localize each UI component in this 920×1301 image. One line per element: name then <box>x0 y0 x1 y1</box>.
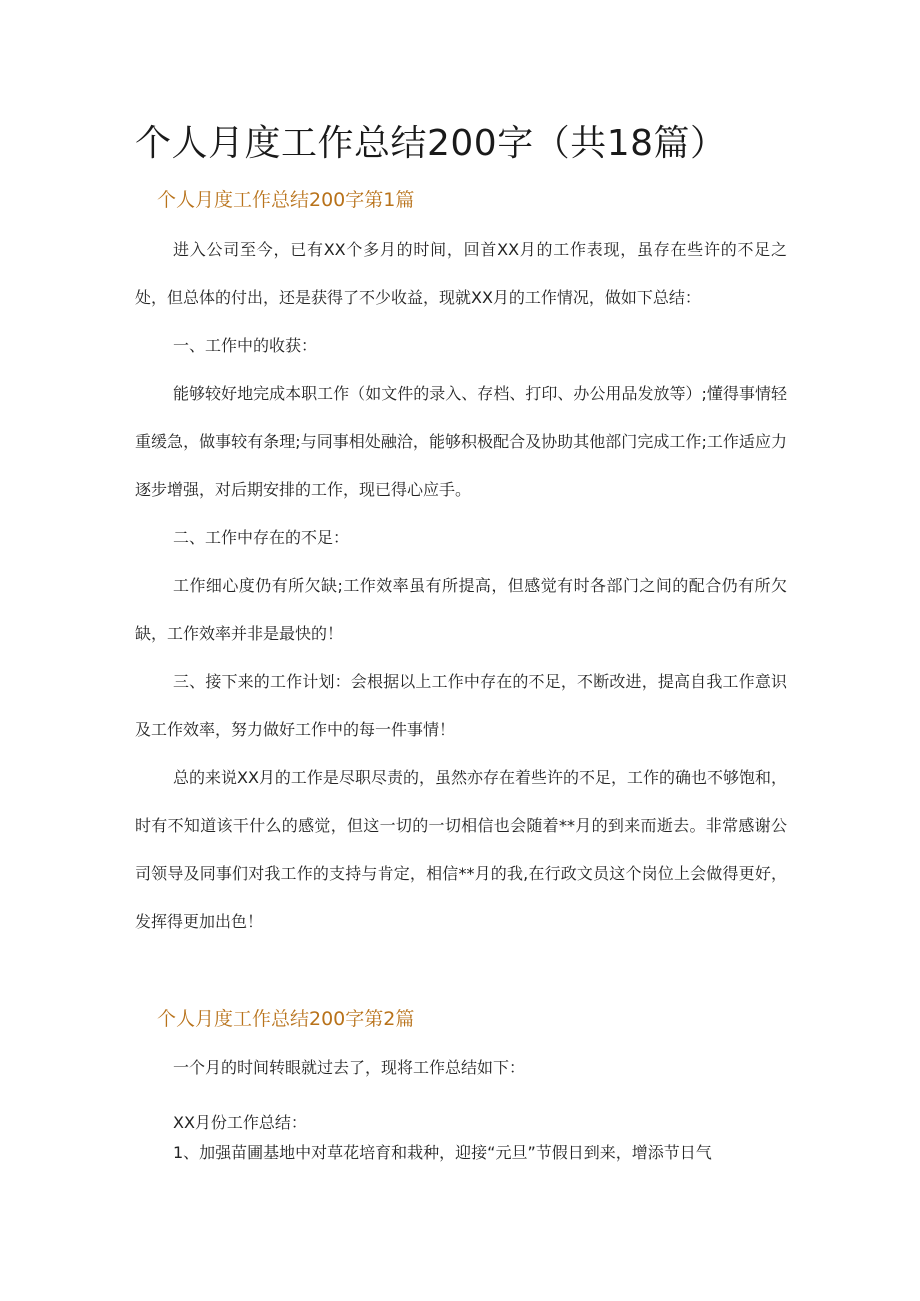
paragraph-gains-heading: 一、工作中的收获： <box>173 336 318 355</box>
paragraph-section2-intro: 一个月的时间转眼就过去了，现将工作总结如下： <box>173 1058 526 1077</box>
paragraph-month-summary-heading: XX月份工作总结： <box>173 1113 307 1132</box>
paragraph-shortcomings-heading: 二、工作中存在的不足： <box>173 528 350 547</box>
paragraph-conclusion: 总的来说XX月的工作是尽职尽责的，虽然亦存在着些许的不足，工作的确也不够饱和，时有不知道该干什么的感觉，但这一切的一切相信也会随着**月的到来而逝去。非常感谢公司领导及同事们对我工作的支持与肯定，相信**月的我,在行政文员这个岗位上会做得更好，发挥得更加出色！ <box>135 768 787 931</box>
paragraph-intro: 进入公司至今，已有XX个多月的时间，回首XX月的工作表现，虽存在些许的不足之处，但总体的付出，还是获得了不少收益，现就XX月的工作情况，做如下总结： <box>135 240 787 307</box>
paragraph-gains: 能够较好地完成本职工作（如文件的录入、存档、打印、办公用品发放等）;懂得事情轻重缓急，做事较有条理;与同事相处融洽，能够积极配合及协助其他部门完成工作;工作适应力逐步增强，对后期安排的工作，现已得心应手。 <box>135 384 787 499</box>
page-title: 个人月度工作总结200字（共18篇） <box>135 123 727 164</box>
paragraph-shortcomings: 工作细心度仍有所欠缺;工作效率虽有所提高，但感觉有时各部门之间的配合仍有所欠缺，工作效率并非是最快的！ <box>135 576 787 643</box>
section-heading-2: 个人月度工作总结200字第2篇 <box>157 1008 415 1030</box>
section-heading-1: 个人月度工作总结200字第1篇 <box>157 189 415 211</box>
paragraph-plan: 三、接下来的工作计划：会根据以上工作中存在的不足，不断改进，提高自我工作意识及工作效率，努力做好工作中的每一件事情！ <box>135 672 787 739</box>
list-item-1: 1、加强苗圃基地中对草花培育和栽种，迎接“元旦”节假日到来，增添节日气 <box>173 1143 712 1162</box>
